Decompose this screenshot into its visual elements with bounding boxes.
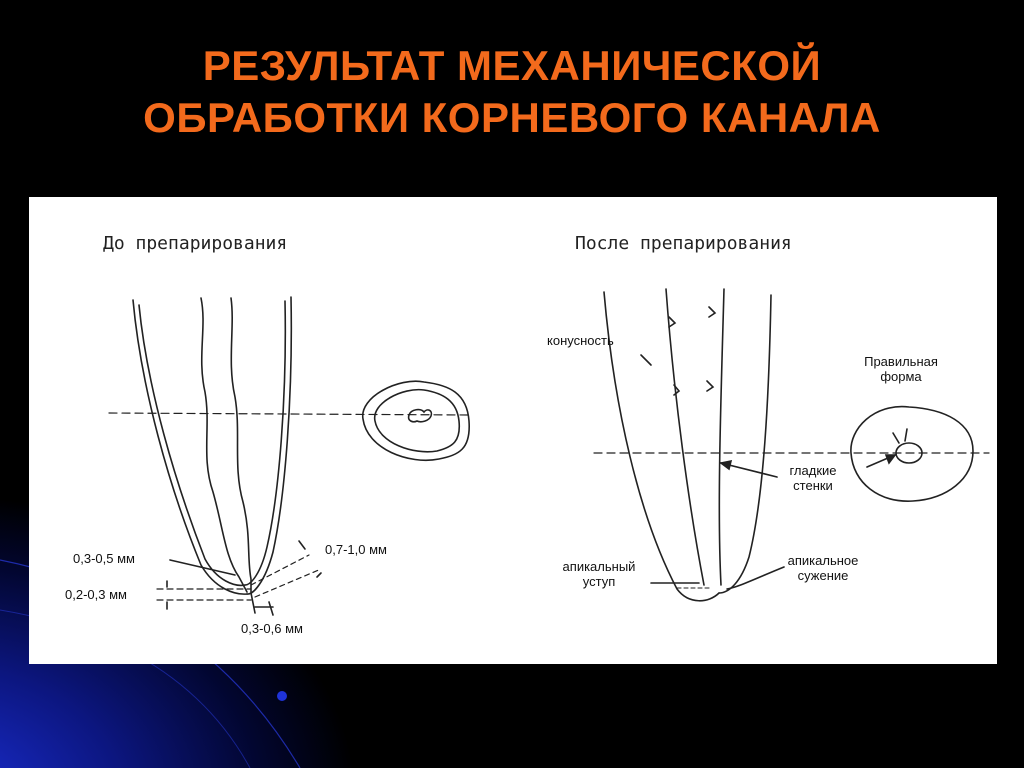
dim-line-right — [251, 555, 321, 597]
apical-ledge-line-2: уступ — [582, 574, 616, 589]
apical-constriction-line-1: апикальное — [787, 553, 859, 568]
taper-radius-marks — [893, 429, 907, 443]
title-line-1: РЕЗУЛЬТАТ МЕХАНИЧЕСКОЙ — [202, 42, 822, 89]
canal-left-wall — [201, 298, 247, 592]
root-inner-right-wall — [245, 301, 285, 585]
smooth-walls-line-1: гладкие — [789, 463, 837, 478]
cross-section-after-outer — [851, 407, 973, 502]
before-heading: До препарирования — [103, 233, 288, 254]
dim-line-left — [157, 589, 251, 600]
smooth-walls-label — [777, 463, 849, 493]
slide-title — [0, 40, 1024, 144]
apical-ledge-label — [549, 559, 649, 589]
root-after-outer-right — [719, 295, 771, 593]
title-line-2: ОБРАБОТКИ КОРНЕВОГО КАНАЛА — [143, 94, 881, 141]
dim-line-bottom — [251, 593, 273, 615]
root-after-outer-left — [604, 292, 719, 601]
diagram-panel — [29, 197, 997, 664]
canal-section-before — [409, 410, 432, 422]
dim-label-top: 0,3-0,5 мм — [73, 551, 135, 566]
root-canal-drawing — [29, 197, 997, 664]
arrow-smooth-walls-head — [721, 461, 731, 469]
dim-label-right: 0,7-1,0 мм — [325, 542, 387, 557]
smooth-walls-line-2: стенки — [793, 478, 833, 493]
taper-label: конусность — [547, 333, 614, 348]
dim-label-left: 0,2-0,3 мм — [65, 587, 127, 602]
apical-constriction-line-2: сужение — [797, 568, 849, 583]
taper-marks — [669, 307, 715, 395]
canal-after-right — [719, 289, 724, 585]
canal-right-wall — [231, 298, 251, 592]
apical-ledge-line-1: апикальный — [562, 559, 636, 574]
correct-form-line-1: Правильная — [864, 354, 938, 369]
leader-taper — [641, 355, 651, 365]
dim-line-top — [170, 560, 235, 575]
correct-form-line-2: форма — [880, 369, 922, 384]
correct-form-label — [861, 354, 941, 384]
after-heading: После препарирования — [575, 233, 792, 254]
dim-label-bottom: 0,3-0,6 мм — [241, 621, 303, 636]
leader-constriction — [727, 567, 784, 589]
root-outer-left-wall — [133, 300, 247, 594]
arrow-correct-form-head — [886, 455, 895, 463]
apical-constriction-label — [777, 553, 869, 583]
canal-after-left — [666, 289, 704, 585]
